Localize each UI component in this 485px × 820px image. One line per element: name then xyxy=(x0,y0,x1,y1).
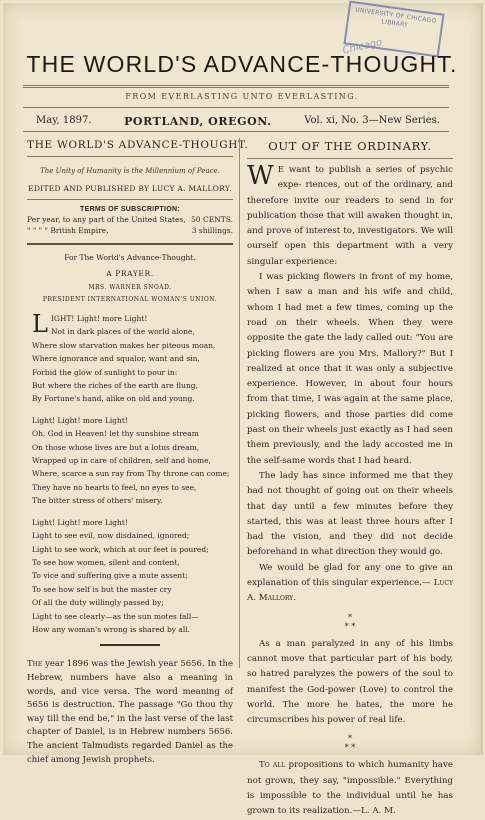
masthead-title: THE WORLD'S ADVANCE-THOUGHT. xyxy=(26,51,458,77)
poem-end-rule xyxy=(100,644,160,646)
stars-bottom: * * xyxy=(344,743,356,753)
poem-line: They have no hearts to feel, no eyes to see, xyxy=(32,482,197,492)
lady-paragraph: The lady has since informed me that they had not thought of going out on their wheels that day until a few minutes before they started, this was at least three hours after I had the vision, and they did not decide beforehand in what direction they would go. xyxy=(247,470,453,558)
poem-line: Wrapped up in care of children, self and home, xyxy=(32,456,211,466)
dateline xyxy=(36,115,440,128)
left-column-heading: THE WORLD'S ADVANCE-THOUGHT. xyxy=(27,139,233,157)
intro-rest: riences, out of the ordinary, and therefore invite our readers to send in for publication those that will awaken thought in, and prove of interest to, investigators. We will ourself open this department with a very singular experience: xyxy=(247,180,453,267)
price-us-value: 50 CENTS. xyxy=(191,215,233,224)
poem-dropcap: L xyxy=(32,310,48,338)
section-stars-2 xyxy=(247,734,453,752)
price-row-british xyxy=(27,226,233,235)
column-divider xyxy=(239,138,240,668)
editor-line: EDITED AND PUBLISHED BY LUCY A. MALLORY. xyxy=(28,184,232,193)
poem-line: By Fortune's hand, alike on old and young. xyxy=(32,394,195,404)
dateline-rule-top xyxy=(23,107,449,108)
issue-city: PORTLAND, OREGON. xyxy=(124,115,272,128)
right-column xyxy=(247,139,453,820)
poem-affiliation: PRESIDENT INTERNATIONAL WOMAN'S UNION. xyxy=(42,296,218,303)
poem-line: Where slow starvation makes her piteous moan, xyxy=(32,340,216,350)
explanation-paragraph xyxy=(247,561,453,607)
left-column xyxy=(27,139,249,767)
explanation-body: We would be glad for any one to give an explanation of this singular experience.— xyxy=(247,562,453,589)
experience-paragraph: I was picking flowers in front of my home, when I saw a man and his wife and child, whom I had met a few times, coming up the road on their wheels. When they were opposite the gate the lady called out: "You are picking flowers are you Mrs. Mallory?" But I realized at once that it was only a subjective experience. However, in about four hours from that time, I was again at the same place, picking flowers, and those parties did come past on their wheels just exactly as I had seen them previously, and the lady accosted me in the self-same words that I had heard. xyxy=(247,272,453,466)
impossible-lead: To all xyxy=(259,760,286,771)
issue-date: May, 1897. xyxy=(36,115,92,126)
poem-line: On those whose lives are but a lotus dream, xyxy=(32,442,200,452)
jewish-year-paragraph xyxy=(27,658,233,767)
stars-top: * xyxy=(348,612,352,622)
poem-line: The bitter stress of others' misery. xyxy=(32,496,163,506)
tagline: The Unity of Humanity is the Millennium of Peace. xyxy=(40,167,220,175)
impossible-paragraph xyxy=(247,758,453,819)
subscription-rule xyxy=(27,199,233,200)
poem-line: Not in dark places of the world alone, xyxy=(50,327,195,337)
poem-line: Light to see work, which at our feet is poured; xyxy=(32,544,209,554)
masthead-rule-top xyxy=(23,85,449,86)
poem-line: To see how self is but the master cry xyxy=(32,584,172,594)
poem xyxy=(27,312,233,636)
dateline-rule-bottom xyxy=(23,131,449,132)
poem-line: Oh, God in Heaven! let thy sunshine stream xyxy=(32,429,199,439)
section-stars-1 xyxy=(247,613,453,631)
poem-stanza-1 xyxy=(32,312,233,406)
poem-line: IGHT! Light! more Light! xyxy=(50,314,148,323)
poem-line: Where, scarce a sun ray from Thy throne can come; xyxy=(32,469,230,479)
poem-line: To see how women, silent and content, xyxy=(32,557,180,567)
explanation-signature: Lucy A. Mallory. xyxy=(247,578,453,604)
para-lead: The xyxy=(27,659,43,670)
issue-volume: Vol. xi, No. 3—New Series. xyxy=(304,115,440,126)
intro-paragraph xyxy=(247,163,453,270)
poem-line: Where ignorance and squalor, want and sin, xyxy=(32,354,200,364)
poem-title: A PRAYER. xyxy=(106,269,154,278)
poem-author: MRS. WARNER SNOAD. xyxy=(88,284,172,291)
stars-top: * xyxy=(348,734,352,744)
right-dropcap: W xyxy=(247,161,274,191)
motto: FROM EVERLASTING UNTO EVERLASTING. xyxy=(125,92,359,101)
para-body: year 1896 was the Jewish year 5656. In the Hebrew, numbers have also a meaning in words, and vice versa. The word meaning of 5656 is destruction. The passage "Go thou thy way till the end be," in the last verse of the last chapter of Daniel, is in Hebrew numbers 5656. The ancient Talmudists regarded Daniel as the chief among Jewish prophets. xyxy=(27,659,233,765)
stamp-handwriting-text: Chicago xyxy=(341,37,384,57)
poem-stanza-2 xyxy=(32,414,233,508)
price-british-label: " " " " British Empire, xyxy=(27,226,109,235)
poem-stanza-3 xyxy=(32,516,233,637)
poem-line: Light to see clearly—as the sun motes fall— xyxy=(32,611,199,621)
stamp-text: UNIVERSITY OF CHICAGO LIBRARY xyxy=(354,6,437,29)
header-rule xyxy=(27,243,233,245)
subscription-heading: TERMS OF SUBSCRIPTION: xyxy=(80,206,180,213)
poem-line: How any woman's wrong is shared by all. xyxy=(32,624,191,634)
poem-line: Light! Light! more Light! xyxy=(32,517,128,527)
poem-line: Light! Light! more Light! xyxy=(32,415,128,425)
intro-lead: E want to publish a series of psychic expe- xyxy=(277,165,453,191)
poem-line: Forbid the glow of sunlight to pour in: xyxy=(32,367,178,377)
price-us-label: Per year, to any part of the United States, xyxy=(27,215,186,224)
price-row-us xyxy=(27,215,233,224)
poem-line: To vice and suffering give a mute assent; xyxy=(32,571,188,581)
stars-bottom: * * xyxy=(344,621,356,631)
page xyxy=(3,3,483,817)
poem-line: Of all the duty willingly passed by; xyxy=(32,598,164,608)
poem-line: Light to see evil, now disdained, ignored; xyxy=(32,531,190,541)
poem-for-line: For The World's Advance-Thought. xyxy=(64,253,196,262)
masthead-rule-bottom xyxy=(23,87,449,88)
hatred-paragraph: As a man paralyzed in any of his limbs cannot move that particular part of his body, so hatred paralyzes the powers of the soul to manifest the God-power (Love) to control the world. The more he hates, the more he circumscribes his power of real life. xyxy=(247,638,453,726)
poem-line: But where the riches of the earth are flung, xyxy=(32,381,198,391)
impossible-body: propositions to which humanity have not grown, they say, "impossible." Everything is impossible to the individual until he has grown to its realization.—L. A. M. xyxy=(247,760,454,817)
price-british-value: 3 shillings. xyxy=(191,226,233,235)
right-column-heading: OUT OF THE ORDINARY. xyxy=(247,139,453,159)
